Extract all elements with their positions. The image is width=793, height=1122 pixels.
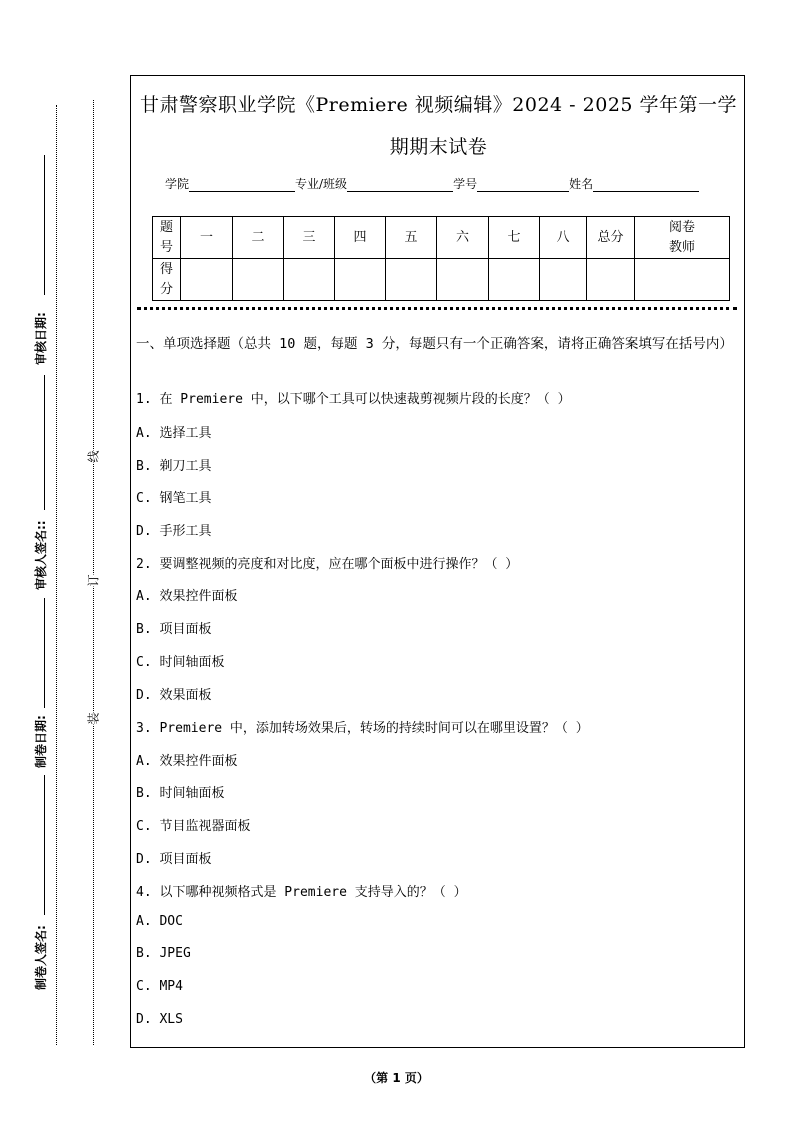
header-cell: 二 — [233, 217, 284, 259]
review-date-blank — [44, 155, 45, 295]
bind-mark-line: 线 — [86, 450, 101, 463]
header-cell: 七 — [489, 217, 540, 259]
college-label: 学院 — [165, 177, 190, 191]
option: D. 手形工具 — [136, 524, 212, 539]
score-cell[interactable] — [386, 259, 437, 301]
student-id-blank[interactable] — [477, 179, 569, 192]
exam-frame — [130, 75, 745, 1048]
score-cell[interactable] — [540, 259, 587, 301]
make-date-blank — [44, 598, 45, 708]
option: B. 剃刀工具 — [136, 459, 212, 474]
header-cell: 一 — [181, 217, 233, 259]
grader-cell[interactable] — [635, 259, 730, 301]
header-cell-total: 总分 — [587, 217, 635, 259]
name-blank[interactable] — [593, 179, 699, 192]
student-info-row — [165, 175, 699, 192]
option: B. 项目面板 — [136, 622, 212, 637]
exam-title-line2: 期期末试卷 — [389, 136, 488, 158]
score-cell[interactable] — [233, 259, 284, 301]
maker-sign-blank — [44, 775, 45, 915]
option: A. DOC — [136, 914, 183, 929]
section1-instructions: 一、单项选择题（总共 10 题，每题 3 分，每题只有一个正确答案，请将正确答案填写在括号内） — [136, 336, 733, 352]
option: C. MP4 — [136, 979, 183, 994]
bind-mark-bind: 装 — [86, 712, 101, 725]
name-label: 姓名 — [569, 177, 594, 191]
bind-mark-staple: 订 — [86, 574, 101, 587]
exam-title-line1: 甘肃警察职业学院《Premiere 视频编辑》2024 - 2025 学年第一学 — [139, 94, 738, 116]
row-label-defen: 得 分 — [153, 259, 181, 301]
option: B. 时间轴面板 — [136, 786, 225, 801]
header-cell: 五 — [386, 217, 437, 259]
header-cell: 三 — [284, 217, 335, 259]
question-stem: 4. 以下哪种视频格式是 Premiere 支持导入的？（ ） — [136, 885, 467, 900]
option: A. 效果控件面板 — [136, 589, 238, 604]
option: D. XLS — [136, 1012, 183, 1027]
student-id-label: 学号 — [453, 177, 478, 191]
major-label: 专业/班级 — [295, 177, 348, 191]
question-stem: 1. 在 Premiere 中，以下哪个工具可以快速裁剪视频片段的长度？（ ） — [136, 392, 571, 407]
binding-dotted-line — [93, 100, 94, 1045]
score-cell[interactable] — [437, 259, 489, 301]
reviewer-sign-label: 审核人签名:: — [34, 520, 48, 590]
header-cell: 六 — [437, 217, 489, 259]
header-cell: 八 — [540, 217, 587, 259]
option: D. 项目面板 — [136, 852, 212, 867]
option: C. 钢笔工具 — [136, 491, 212, 506]
option: C. 时间轴面板 — [136, 655, 225, 670]
header-cell: 四 — [335, 217, 386, 259]
question-stem: 3. Premiere 中，添加转场效果后，转场的持续时间可以在哪里设置？（ ） — [136, 721, 589, 736]
page-number: （第 1 页） — [364, 1071, 429, 1085]
left-dotted-line — [56, 105, 57, 1045]
score-cell[interactable] — [284, 259, 335, 301]
score-cell[interactable] — [489, 259, 540, 301]
question-stem: 2. 要调整视频的亮度和对比度，应在哪个面板中进行操作？（ ） — [136, 557, 519, 572]
reviewer-sign-blank — [44, 375, 45, 510]
review-date-label: 审核日期: — [34, 312, 48, 365]
college-blank[interactable] — [189, 179, 295, 192]
row-label-tihao: 题 号 — [153, 217, 181, 259]
option: B. JPEG — [136, 946, 191, 961]
grader-header: 阅卷 教师 — [635, 217, 730, 259]
maker-sign-label: 制卷人签名: — [34, 925, 48, 990]
score-table — [152, 216, 730, 301]
option: C. 节目监视器面板 — [136, 819, 251, 834]
score-cell[interactable] — [181, 259, 233, 301]
option: A. 效果控件面板 — [136, 754, 238, 769]
score-cell[interactable] — [335, 259, 386, 301]
score-cell-total[interactable] — [587, 259, 635, 301]
major-blank[interactable] — [347, 179, 453, 192]
option: D. 效果面板 — [136, 688, 212, 703]
dotted-separator — [137, 307, 737, 310]
make-date-label: 制卷日期: — [34, 715, 48, 768]
option: A. 选择工具 — [136, 426, 212, 441]
